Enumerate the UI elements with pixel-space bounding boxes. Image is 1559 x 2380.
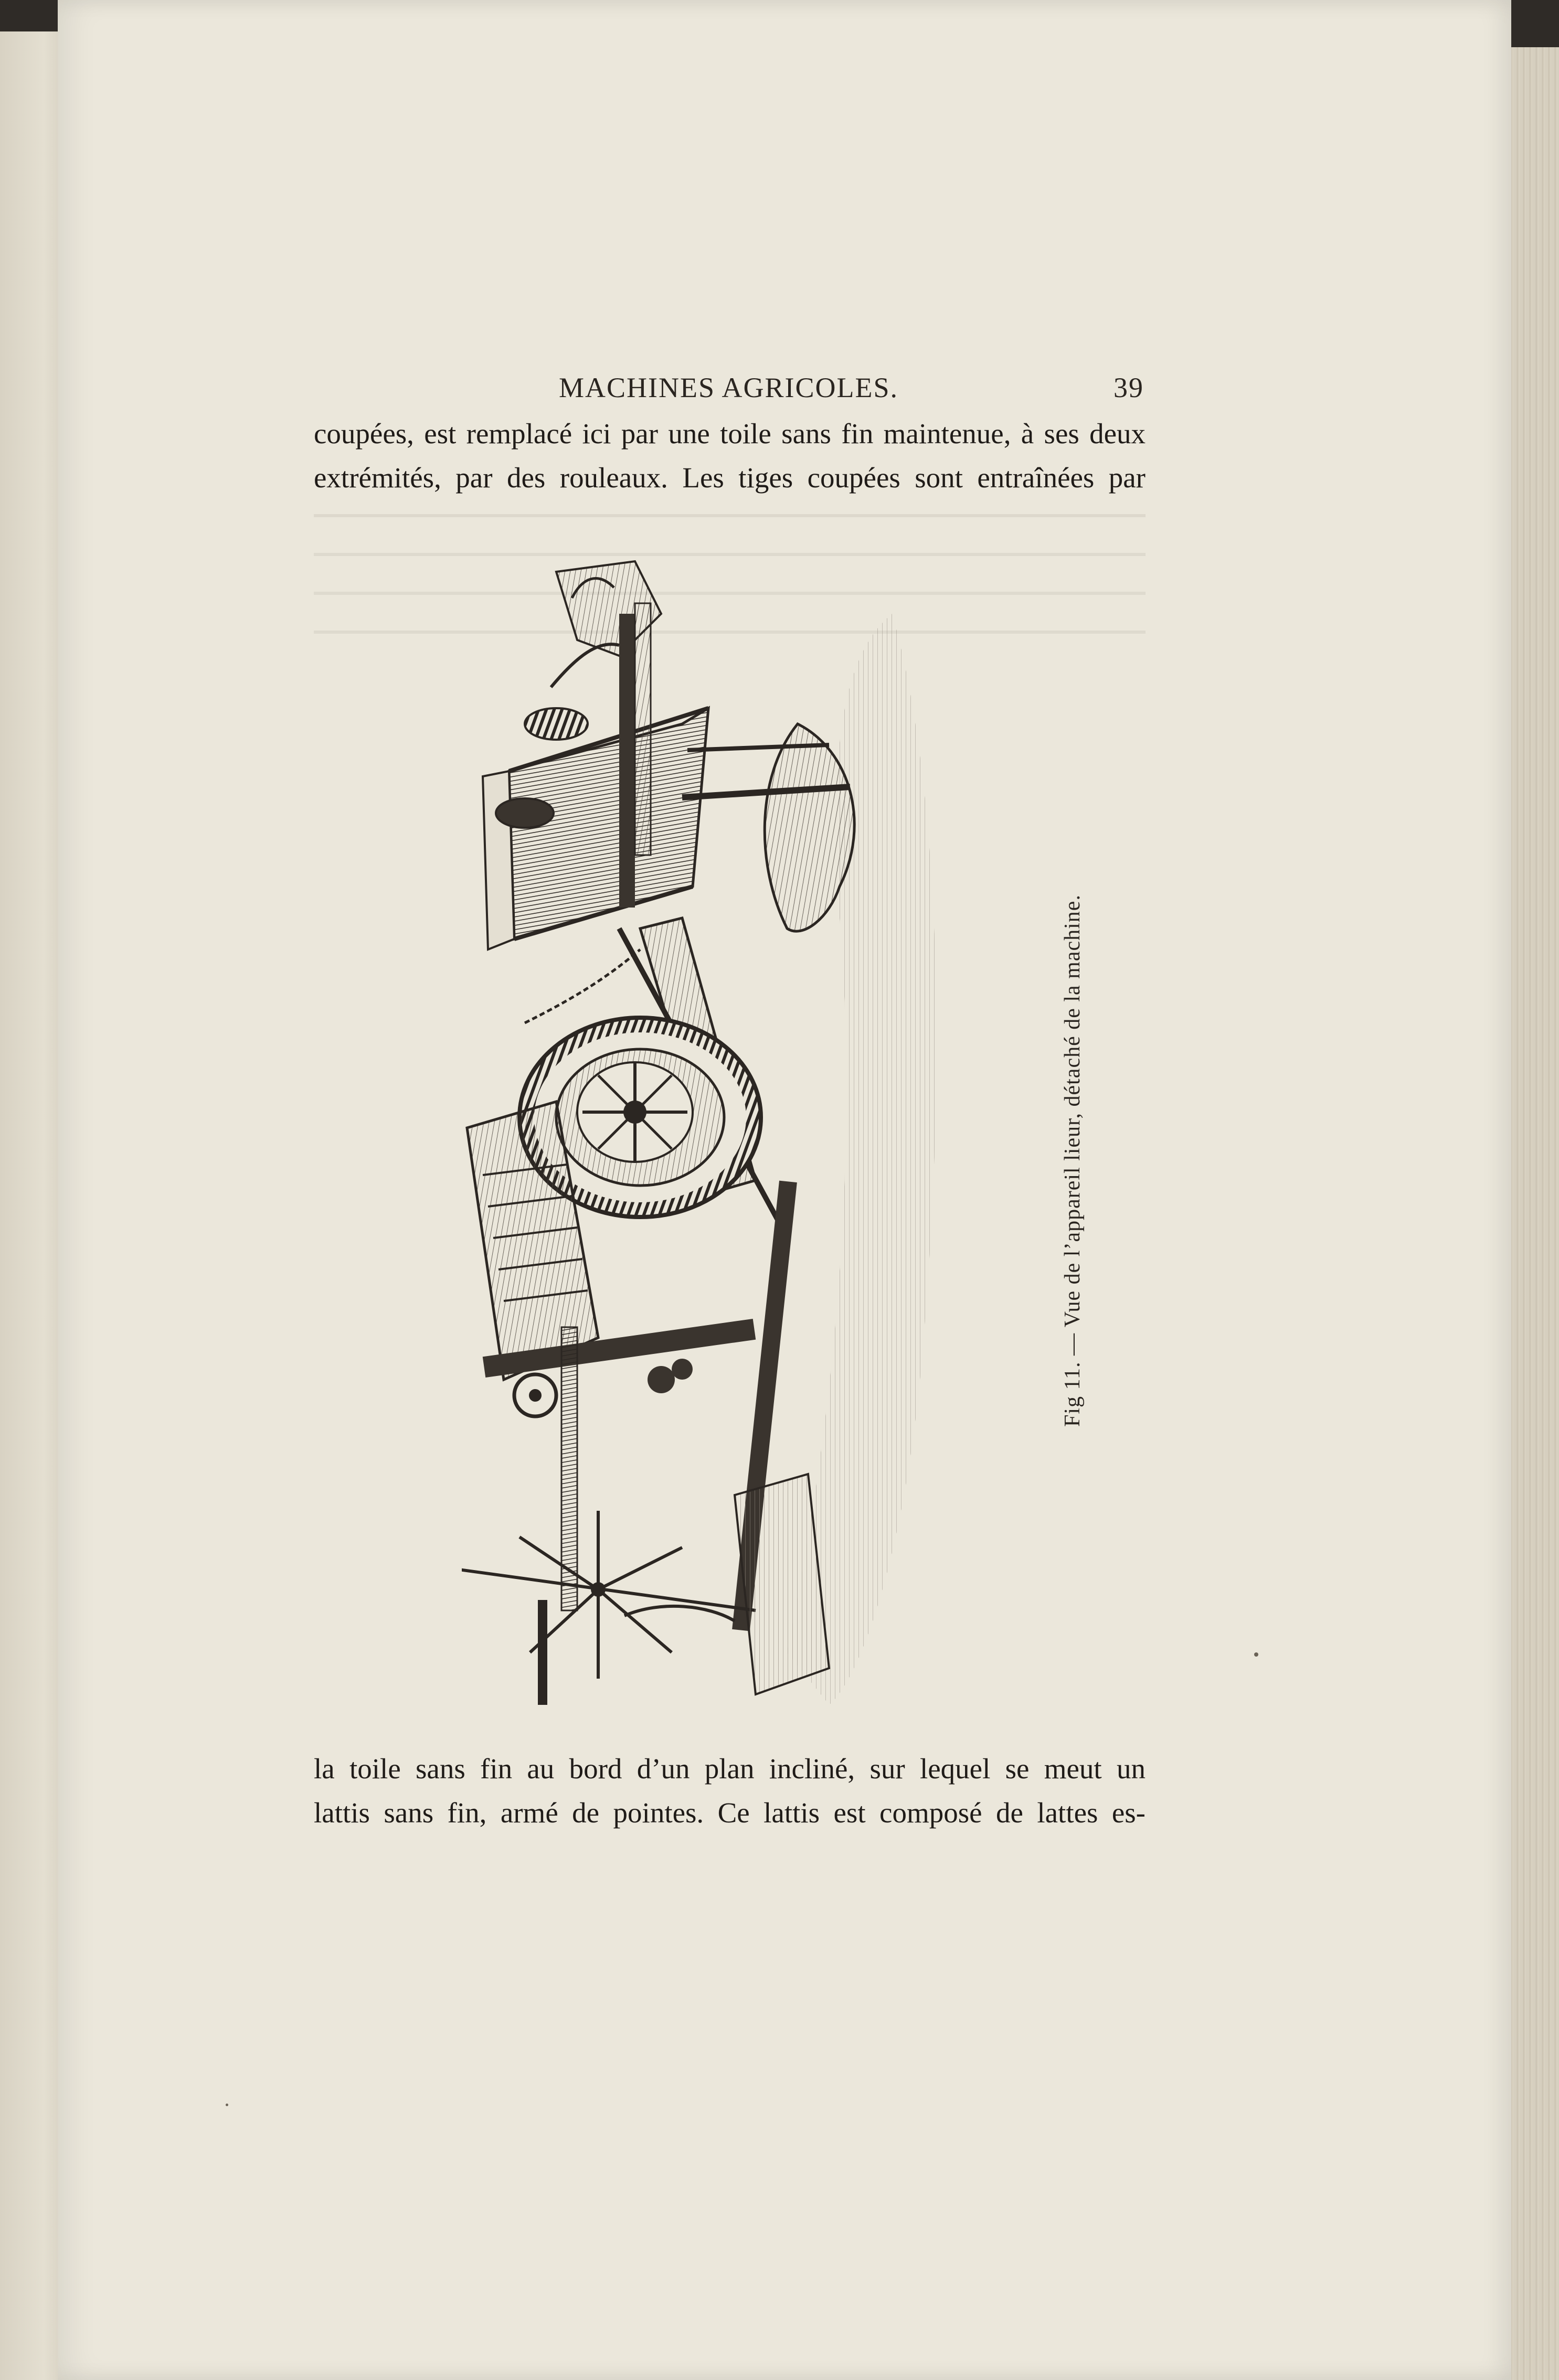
paper-speck (1254, 1652, 1258, 1657)
paragraph-top (314, 412, 1146, 500)
page-number: 39 (1113, 372, 1144, 403)
binder-apparatus-engraving (462, 551, 1028, 1715)
running-head (315, 371, 1144, 413)
text-line: extrémités, par des rouleaux. Les tiges coupées sont entraînées par (314, 462, 1146, 494)
paragraph-bottom (314, 1747, 1146, 1835)
reel (462, 1511, 756, 1679)
text-line: coupées, est remplacé ici par une toile sans fin maintenue, à ses deux (314, 418, 1146, 450)
text-line: la toile sans fin au bord d’un plan incliné, sur lequel se meut un (314, 1753, 1146, 1785)
text-line: lattis sans fin, armé de pointes. Ce lattis est composé de lattes es- (314, 1797, 1146, 1829)
paper-speck (226, 2104, 228, 2106)
figure-caption (1060, 808, 1091, 1437)
figure-caption-text: Fig 11. — Vue de l’appareil lieur, détaché de la machine. (1060, 894, 1085, 1427)
running-title: MACHINES AGRICOLES. (559, 372, 899, 403)
